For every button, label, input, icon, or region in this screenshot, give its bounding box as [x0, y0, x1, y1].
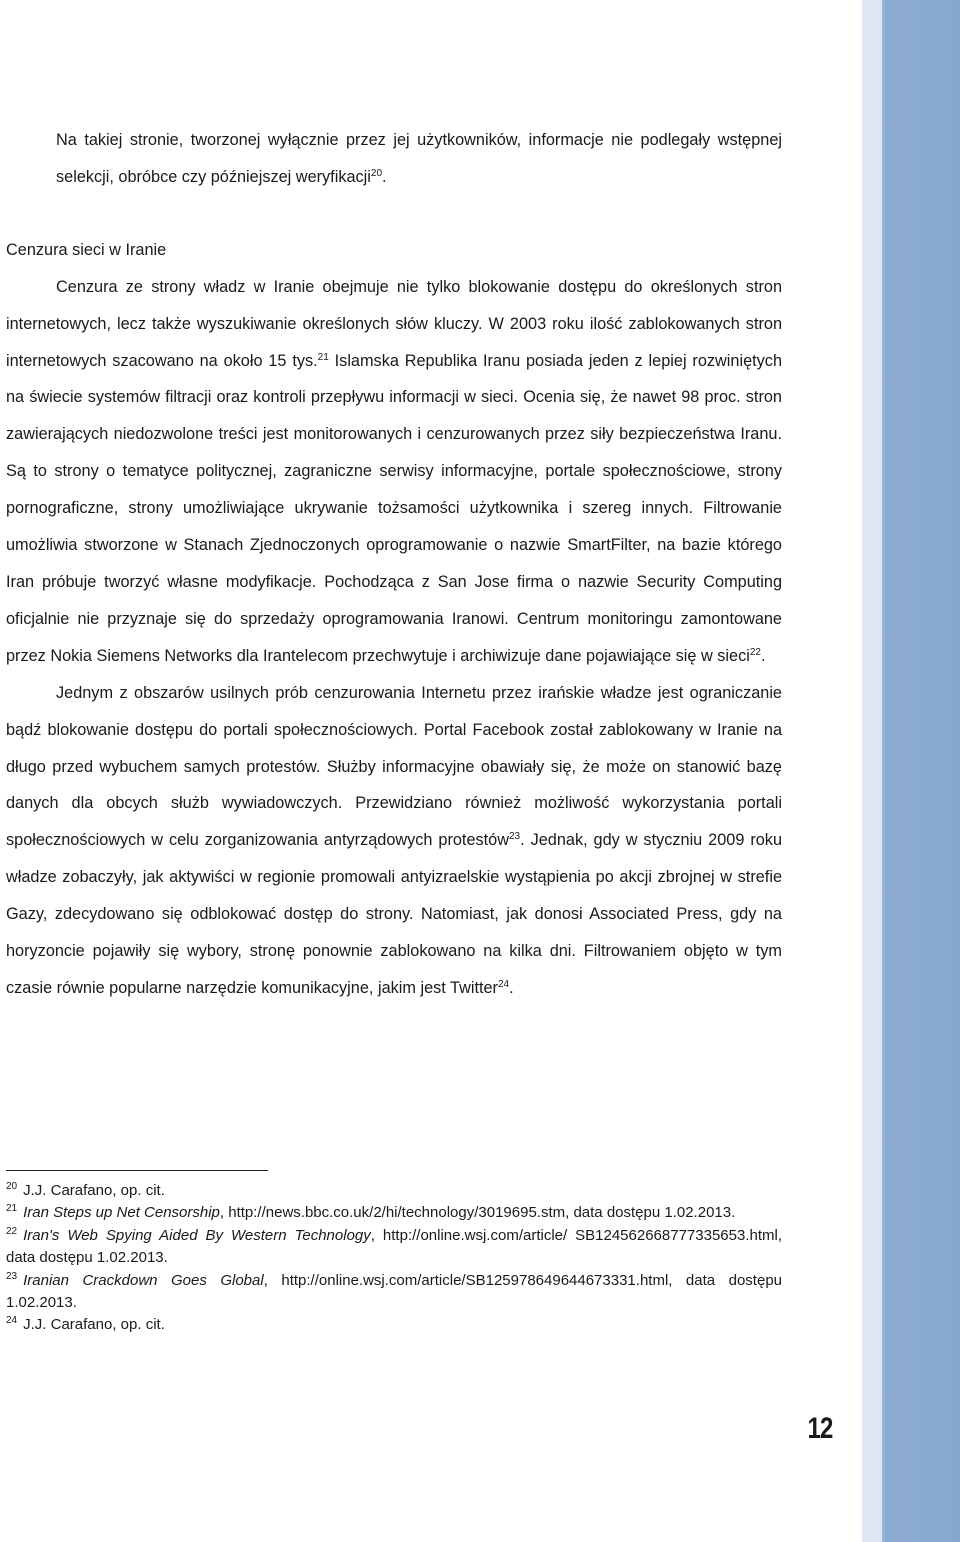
paragraph-social-media: Jednym z obszarów usilnych prób cenzurowania Internetu przez irańskie władze jest ograniczanie bądź blokowanie dostępu do portali społecznościowych. Portal Facebook został zablokowany w Iranie na długo przed wybuchem samych protestów. Służby informacyjne obawiały się, że może on stanowić bazę danych dla obcych służb wywiadowczych. Przewidziano również możliwość wykorzystania portali społecznościowych w celu zorganizowania antyrządowych protestów$^{23}$. Jednak, gdy w styczniu 2009 roku władze zobaczyły, jak aktywiści w regionie promowali antyizraelskie wystąpienia po akcji zbrojnej w strefie Gazy, zdecydowano się odblokować dostęp do strony. Natomiast, jak donosi Associated Press, gdy na horyzoncie pojawiły się wybory, stronę ponownie zablokowano na kilka dni. Filtrowaniem objęto w tym czasie równie popularne narzędzie komunikacyjne, jakim jest Twitter$^{24}$.: [6, 683, 783, 997]
intro-paragraph: [6, 122, 782, 196]
footnote-ref[interactable]: 24: [497, 978, 510, 990]
footnote-number: 21: [6, 1203, 18, 1215]
document-body: [6, 122, 782, 1007]
footnote-title: Iranian Crackdown Goes Global: [23, 1271, 264, 1289]
footnote-item: $^{24}$ J.J. Carafano, op. cit.: [6, 1315, 165, 1334]
intro-tail: .: [382, 167, 387, 186]
footnote-ref[interactable]: 22: [749, 646, 761, 658]
footnote-number: 24: [6, 1315, 18, 1327]
footnote-ref[interactable]: 20: [370, 167, 383, 179]
footnote-title: Iran Steps up Net Censorship: [23, 1204, 220, 1222]
footnote-item: $^{20}$ J.J. Carafano, op. cit.: [6, 1181, 165, 1199]
footnote-item: $^{21}$ Iran Steps up Net Censorship, http://news.bbc.co.uk/2/hi/technology/3019695.stm, data dostępu 1.02.2013.: [6, 1203, 736, 1222]
footnotes: [6, 1180, 782, 1337]
footnote-number: 20: [6, 1181, 18, 1192]
paragraph-censorship: Cenzura ze strony władz w Iranie obejmuje nie tylko blokowanie dostępu do określonych stron internetowych, lecz także wyszukiwanie określonych słów kluczy. W 2003 roku ilość zablokowanych stron internetowych szacowano na około 15 tys.$^{21}$ Islamska Republika Iranu posiada jeden z lepiej rozwiniętych na świecie systemów filtracji oraz kontroli przepływu informacji w sieci. Ocenia się, że nawet 98 proc. stron zawierających niedozwolone treści jest monitorowanych i cenzurowanych przez siły bezpieczeństwa Iranu. Są to strony o tematyce politycznej, zagraniczne serwisy informacyjne, portale społecznościowe, strony pornograficzne, strony umożliwiające ukrywanie tożsamości użytkownika i szereg innych. Filtrowanie umożliwia stworzone w Stanach Zjednoczonych oprogramowanie o nazwie SmartFilter, na bazie którego Iran próbuje tworzyć własne modyfikacje. Pochodząca z San Jose firma o nazwie Security Computing oficjalnie nie przyznaje się do sprzedaży oprogramowania Iranowi. Centrum monitoringu zamontowane przez Nokia Siemens Networks dla Irantelecom przechwytuje i archiwizuje dane pojawiające się w sieci$^{22}$.: [6, 277, 783, 665]
footnote-item: $^{22}$ Iran's Web Spying Aided By Western Technology, http://online.wsj.com/article/ SB124562668777335653.html, data dostępu 1.02.2013.: [6, 1225, 782, 1267]
footnote-item: $^{23}$ Iranian Crackdown Goes Global, http://online.wsj.com/article/SB125978649644673331.html, data dostępu 1.02.2013.: [6, 1270, 782, 1312]
footnote-number: 23: [6, 1270, 18, 1282]
intro-text: Na takiej stronie, tworzonej wyłącznie przez jej użytkowników, informacje nie podlegały wstępnej selekcji, obróbce czy późniejszej weryfikacji: [56, 131, 782, 186]
footnote-separator: [6, 1170, 268, 1171]
footnote-ref[interactable]: 23: [509, 831, 521, 843]
page-number: 12: [807, 1412, 833, 1445]
decorative-band-light: [862, 0, 882, 1542]
section-heading: Cenzura sieci w Iranie: [6, 240, 167, 259]
decorative-band-dark: [882, 0, 960, 1542]
footnote-ref[interactable]: 21: [317, 351, 329, 363]
footnote-title: Iran's Web Spying Aided By Western Technology: [23, 1226, 371, 1244]
footnote-number: 22: [6, 1225, 18, 1237]
